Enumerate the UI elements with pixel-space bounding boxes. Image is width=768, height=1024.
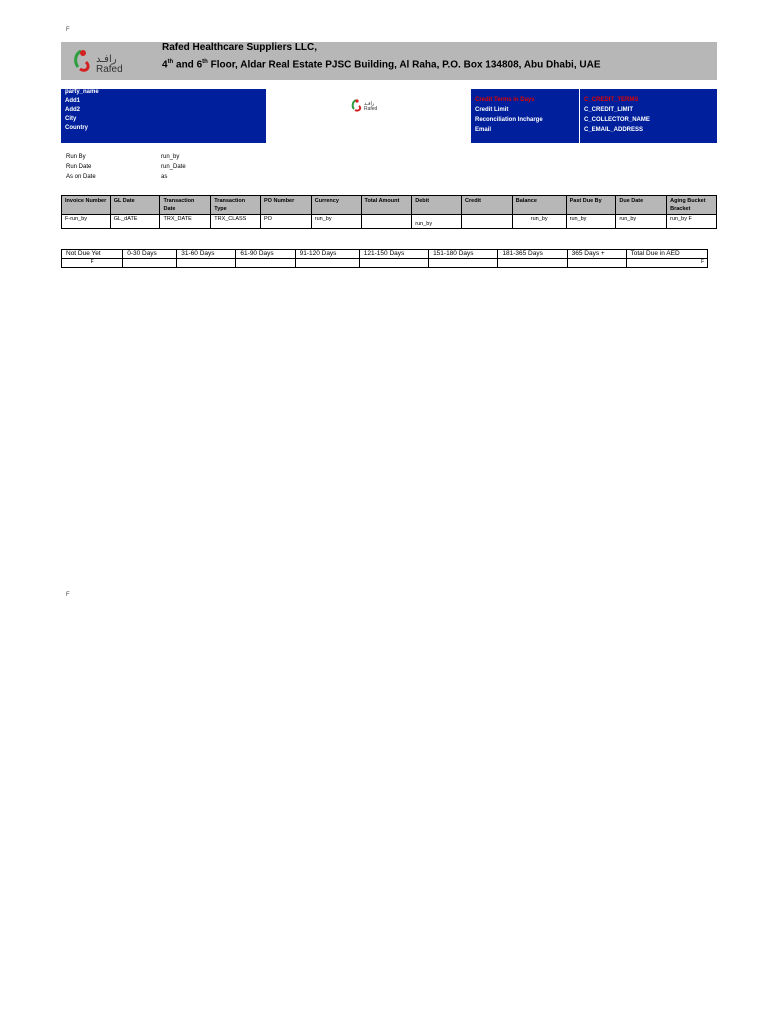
col-total-amount: Total Amount xyxy=(361,196,412,215)
svg-text:Rafed: Rafed xyxy=(96,64,123,75)
as-on-date-label: As on Date xyxy=(66,174,96,180)
cell-gl-date: GL_dATE xyxy=(110,215,160,229)
cell-balance: run_by xyxy=(512,215,566,229)
cell-365-plus xyxy=(567,259,626,268)
col-365-plus-days: 365 Days + xyxy=(567,250,626,259)
cell-121-150 xyxy=(359,259,428,268)
svg-text:Rafed: Rafed xyxy=(364,106,378,112)
cell-transaction-date: TRX_DATE xyxy=(160,215,211,229)
party-city: City xyxy=(65,116,77,122)
cell-due-date: run_by xyxy=(616,215,667,229)
col-credit: Credit xyxy=(462,196,513,215)
run-by-value: run_by xyxy=(161,154,180,160)
col-121-150-days: 121-150 Days xyxy=(359,250,428,259)
email-label: Email xyxy=(475,127,492,133)
col-91-120-days: 91-120 Days xyxy=(295,250,359,259)
invoice-table xyxy=(61,195,717,229)
col-not-due-yet: Not Due Yet xyxy=(62,250,123,259)
party-add1: Add1 xyxy=(65,98,80,104)
cell-past-due-by: run_by xyxy=(566,215,616,229)
reconciliation-label: Reconciliation Incharge xyxy=(475,117,543,123)
rafed-logo xyxy=(72,45,132,77)
credit-values-box xyxy=(580,89,717,143)
run-date-value: run_Date xyxy=(161,164,186,170)
col-invoice-number: Invoice Number xyxy=(62,196,111,215)
col-transaction-date: Transaction Date xyxy=(160,196,211,215)
svg-text:رافـد: رافـد xyxy=(96,54,117,65)
email-value: C_EMAIL_ADDRESS xyxy=(584,127,644,133)
col-61-90-days: 61-90 Days xyxy=(236,250,295,259)
col-currency: Currency xyxy=(311,196,361,215)
cell-po-number: PO xyxy=(261,215,312,229)
credit-terms-value: C_CREDIT_TERMS xyxy=(584,97,639,103)
col-balance: Balance xyxy=(512,196,566,215)
cell-91-120 xyxy=(295,259,359,268)
run-by-label: Run By xyxy=(66,154,86,160)
credit-limit-label: Credit Limit xyxy=(475,107,509,113)
cell-currency: run_by xyxy=(311,215,361,229)
cell-invoice-number: F-run_by xyxy=(62,215,111,229)
svg-text:رافـد: رافـد xyxy=(364,101,375,107)
col-total-due: Total Due in AED xyxy=(626,250,707,259)
party-add2: Add2 xyxy=(65,107,80,113)
as-on-date-value: as xyxy=(161,174,168,180)
cell-not-due-yet: F xyxy=(62,259,123,268)
col-debit: Debit xyxy=(412,196,462,215)
aging-summary-table xyxy=(61,249,708,268)
col-181-365-days: 181-365 Days xyxy=(498,250,567,259)
run-date-label: Run Date xyxy=(66,164,92,170)
cell-61-90 xyxy=(236,259,295,268)
col-aging-bucket: Aging Bucket Bracket xyxy=(667,196,717,215)
cell-total-amount xyxy=(361,215,412,229)
party-name: party_name xyxy=(65,89,99,95)
credit-labels-box xyxy=(471,89,579,143)
col-151-180-days: 151-180 Days xyxy=(429,250,498,259)
top-marker: F xyxy=(66,27,70,33)
cell-31-60 xyxy=(177,259,236,268)
cell-transaction-type: TRX_CLASS xyxy=(211,215,261,229)
credit-terms-label: Credit Terms in Days xyxy=(475,97,535,103)
collector-name-value: C_COLLECTOR_NAME xyxy=(584,117,650,123)
col-po-number: PO Number xyxy=(261,196,312,215)
cell-aging-bucket: run_by F xyxy=(667,215,717,229)
party-country: Country xyxy=(65,125,88,131)
cell-credit xyxy=(462,215,513,229)
aging-header-row xyxy=(62,250,708,259)
table-row xyxy=(62,215,717,229)
bottom-marker: F xyxy=(66,592,70,598)
col-transaction-type: Transaction Type xyxy=(211,196,261,215)
table-row xyxy=(62,259,708,268)
col-0-30-days: 0-30 Days xyxy=(123,250,177,259)
credit-limit-value: C_CREDIT_LIMIT xyxy=(584,107,634,113)
cell-total-due: F xyxy=(626,259,707,268)
col-gl-date: GL Date xyxy=(110,196,160,215)
cell-151-180 xyxy=(429,259,498,268)
col-past-due-by: Past Due By xyxy=(566,196,616,215)
company-address: 4th and 6th Floor, Aldar Real Estate PJSC Building, Al Raha, P.O. Box 134808, Abu Dhabi, UAE xyxy=(162,59,601,71)
company-name: Rafed Healthcare Suppliers LLC, xyxy=(162,42,318,53)
cell-0-30 xyxy=(123,259,177,268)
cell-181-365 xyxy=(498,259,567,268)
cell-debit: run_by xyxy=(412,215,462,229)
invoice-table-header-row xyxy=(62,196,717,215)
party-address-box xyxy=(61,89,266,143)
col-31-60-days: 31-60 Days xyxy=(177,250,236,259)
col-due-date: Due Date xyxy=(616,196,667,215)
rafed-small-logo xyxy=(351,97,385,113)
